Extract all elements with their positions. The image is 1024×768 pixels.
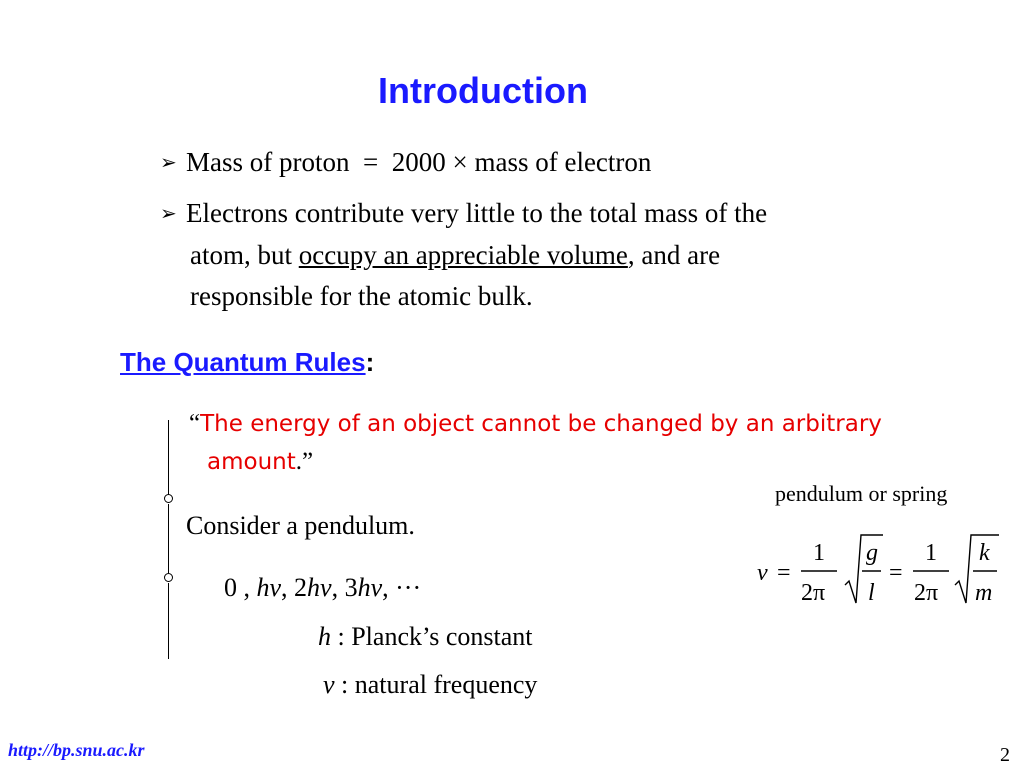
energy-levels (224, 573, 421, 603)
formula-l: l (868, 580, 875, 606)
footer-url[interactable]: http://bp.snu.ac.kr (8, 740, 145, 760)
quantum-rules-link[interactable]: The Quantum Rules (120, 347, 366, 377)
quote-close: .” (295, 448, 314, 475)
formula-nu: ν (757, 560, 768, 586)
planck-definition (318, 622, 532, 652)
nu-symbol: ν (323, 670, 335, 699)
level-sep-1: , 2 (281, 573, 308, 602)
bullet-text-3: , and are (627, 240, 721, 270)
bullet-eq: = (363, 147, 379, 177)
bullet-rhs: mass of electron (474, 147, 652, 177)
arrow-bullet-icon: ➢ (160, 152, 177, 174)
formula-m: m (975, 580, 993, 606)
planck-text: : Planck’s constant (331, 622, 533, 651)
level-tail: , ··· (382, 573, 422, 602)
circle-marker-bottom (164, 573, 173, 582)
formula-eq-2: = (889, 560, 903, 586)
formula-g: g (866, 540, 878, 566)
pendulum-spring-label: pendulum or spring (775, 481, 948, 506)
level-h3: hν (357, 573, 383, 602)
formula-eq-1: = (777, 560, 791, 586)
quote-open: “ (189, 410, 201, 437)
quote-block (189, 405, 969, 481)
arrow-bullet-icon: ➢ (160, 203, 177, 225)
formula-k: k (979, 540, 990, 566)
planck-symbol: h (318, 622, 331, 651)
consider-pendulum-text: Consider a pendulum. (186, 511, 415, 540)
bullet-line-2 (160, 235, 920, 276)
bullet-mass-proton (160, 142, 651, 184)
quantum-rules-heading (120, 347, 374, 378)
bullet-text-1: Electrons contribute very little to the total mass of the (186, 198, 768, 228)
bullet-electrons (160, 193, 920, 317)
quote-line-1: The energy of an object cannot be changed by an arbitrary (200, 411, 882, 437)
level-h2: hν (307, 573, 332, 602)
frequency-definition (323, 670, 537, 700)
quote-line-2: amount (207, 449, 296, 475)
level-zero: 0 , (224, 573, 250, 602)
circle-marker-top (164, 494, 173, 503)
level-h1: hν (256, 573, 282, 602)
slide-title: Introduction (378, 70, 588, 111)
bullet-value: 2000 × (391, 147, 468, 177)
page-number: 2 (1000, 744, 1010, 766)
divider-line-mid (168, 504, 169, 573)
bullet-lhs: Mass of proton (186, 147, 350, 177)
formula-2pi-1: 2π (801, 580, 826, 606)
formula-one-2: 1 (925, 540, 937, 566)
bullet-underlined: occupy an appreciable volume (298, 240, 628, 270)
bullet-text-2: atom, but (190, 240, 299, 270)
formula-2pi-2: 2π (914, 580, 939, 606)
divider-line-top (168, 420, 169, 498)
quantum-rules-colon: : (365, 347, 375, 377)
frequency-formula (755, 533, 1005, 613)
level-sep-2: , 3 (331, 573, 358, 602)
bullet-text-4: responsible for the atomic bulk. (190, 281, 533, 311)
formula-one-1: 1 (813, 540, 825, 566)
nu-text: : natural frequency (334, 670, 538, 699)
divider-line-bottom (168, 583, 169, 659)
